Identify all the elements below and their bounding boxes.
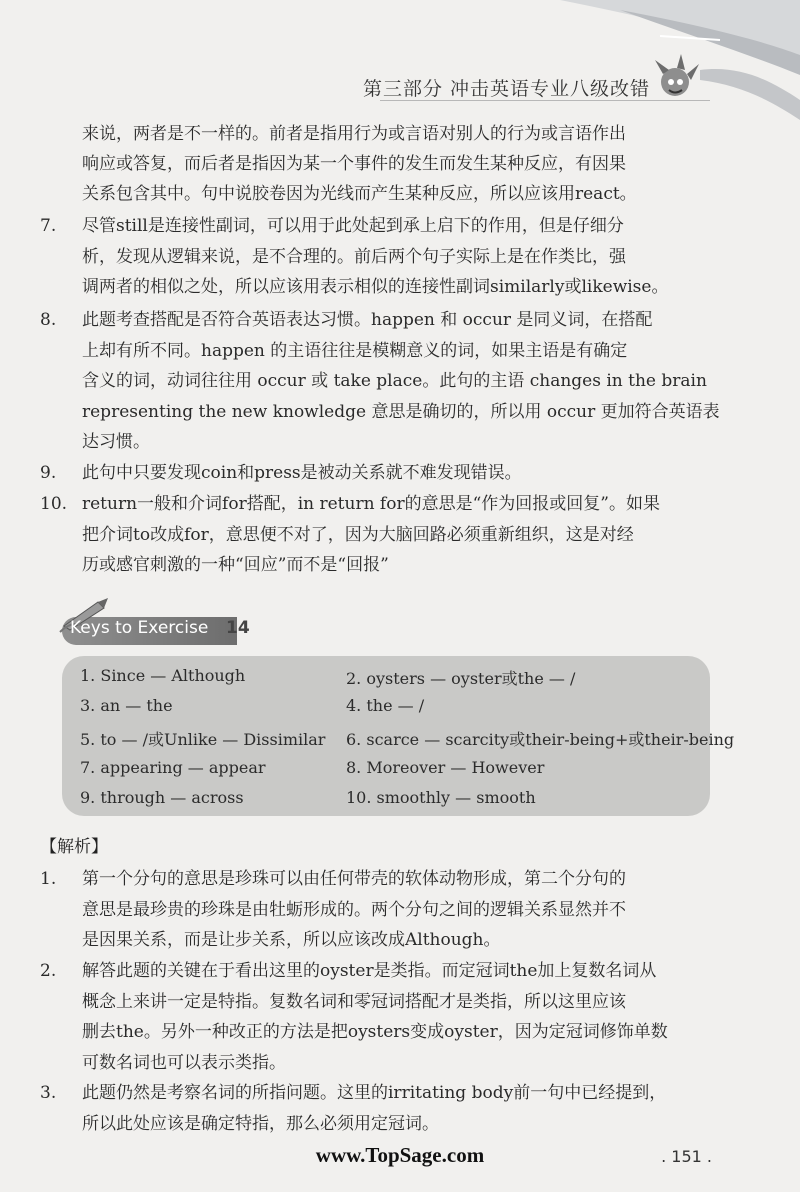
answers-box — [62, 656, 735, 816]
page-number: . 151 . — [661, 1147, 712, 1166]
item-number: 2. — [40, 961, 57, 981]
intro-line: 关系包含其中。句中说胶卷因为光线而产生某种反应，所以应该用react。 — [82, 184, 637, 204]
item-line: 把介词to改成for，意思便不对了，因为大脑回路必须重新组织，这是对经 — [82, 524, 634, 545]
item-number: 1. — [40, 869, 57, 889]
item-line: 所以此处应该是确定特指，那么必须用定冠词。 — [82, 1113, 439, 1134]
banner-number: 14 — [226, 618, 250, 638]
item-line: 此题考查搭配是否符合英语表达习惯。happen 和 occur 是同义词，在搭配 — [82, 310, 653, 330]
item-line: 可数名词也可以表示类指。 — [82, 1052, 286, 1073]
analysis-heading: 【解析】 — [40, 837, 108, 857]
intro-line: 来说，两者是不一样的。前者是指用行为或言语对别人的行为或言语作出 — [82, 124, 626, 144]
item-line: 第一个分句的意思是珍珠可以由任何带壳的软体动物形成，第二个分句的 — [82, 869, 626, 889]
intro-paragraph — [82, 119, 722, 209]
item-number: 3. — [40, 1083, 57, 1103]
item-line: representing the new knowledge 意思是确切的，所以用 occur 更加符合英语表 — [82, 401, 720, 422]
item-line: 概念上来讲一定是特指。复数名词和零冠词搭配才是类指，所以这里应该 — [82, 991, 626, 1012]
item-line: 此题仍然是考察名词的所指问题。这里的irritating body前一句中已经提到， — [82, 1083, 667, 1103]
answer-right: 8. Moreover — However — [346, 758, 545, 777]
keys-banner — [48, 600, 308, 650]
item-number: 7. — [40, 216, 57, 236]
footer-website: www.TopSage.com — [315, 1143, 485, 1167]
item-number: 9. — [40, 463, 57, 483]
answer-left: 9. through — across — [80, 788, 244, 807]
answer-right: 2. oysters — oyster或the — / — [346, 669, 576, 688]
running-header-title: 第三部分 冲击英语专业八级改错 — [362, 78, 650, 100]
item-line: 尽管still是连接性副词，可以用于此处起到承上启下的作用，但是仔细分 — [82, 216, 624, 236]
mascot-icon — [645, 52, 705, 107]
item-line: 解答此题的关键在于看出这里的oyster是类指。而定冠词the加上复数名词从 — [82, 961, 657, 981]
item-line: 此句中只要发现coin和press是被动关系就不难发现错误。 — [82, 463, 522, 483]
item-line: 上却有所不同。happen 的主语往往是模糊意义的词，如果主语是有确定 — [82, 340, 628, 361]
item-number: 8. — [40, 310, 57, 330]
answer-right: 6. scarce — scarcity或their-being+或their-being — [346, 730, 735, 749]
banner-label: Keys to Exercise — [70, 618, 209, 638]
answer-left: 7. appearing — appear — [80, 758, 266, 777]
answer-left: 1. Since — Although — [80, 666, 246, 685]
answer-right: 10. smoothly — smooth — [346, 788, 536, 807]
answer-right: 4. the — / — [346, 696, 425, 715]
item-line: return一般和介词for搭配，in return for的意思是“作为回报或回复”。如果 — [82, 494, 660, 514]
item-line: 析，发现从逻辑来说，是不合理的。前后两个句子实际上是在作类比，强 — [82, 246, 626, 267]
item-line: 是因果关系，而是让步关系，所以应该改成Although。 — [82, 930, 501, 950]
item-line: 历或感官刺激的一种“回应”而不是“回报” — [82, 555, 389, 575]
answer-left: 5. to — /或Unlike — Dissimilar — [80, 730, 326, 749]
item-line: 删去the。另外一种改正的方法是把oysters变成oyster，因为定冠词修饰单数 — [82, 1022, 668, 1042]
intro-line: 响应或答复，而后者是指因为某一个事件的发生而发生某种反应，有因果 — [82, 154, 626, 174]
item-line: 含义的词，动词往往用 occur 或 take place。此句的主语 changes in the brain — [82, 371, 707, 391]
item-line: 意思是最珍贵的珍珠是由牡蛎形成的。两个分句之间的逻辑关系显然并不 — [82, 899, 626, 920]
answer-left: 3. an — the — [80, 696, 173, 715]
item-line: 调两者的相似之处，所以应该用表示相似的连接性副词similarly或likewise。 — [82, 277, 669, 297]
item-number: 10. — [40, 494, 68, 514]
item-line: 达习惯。 — [82, 432, 150, 452]
